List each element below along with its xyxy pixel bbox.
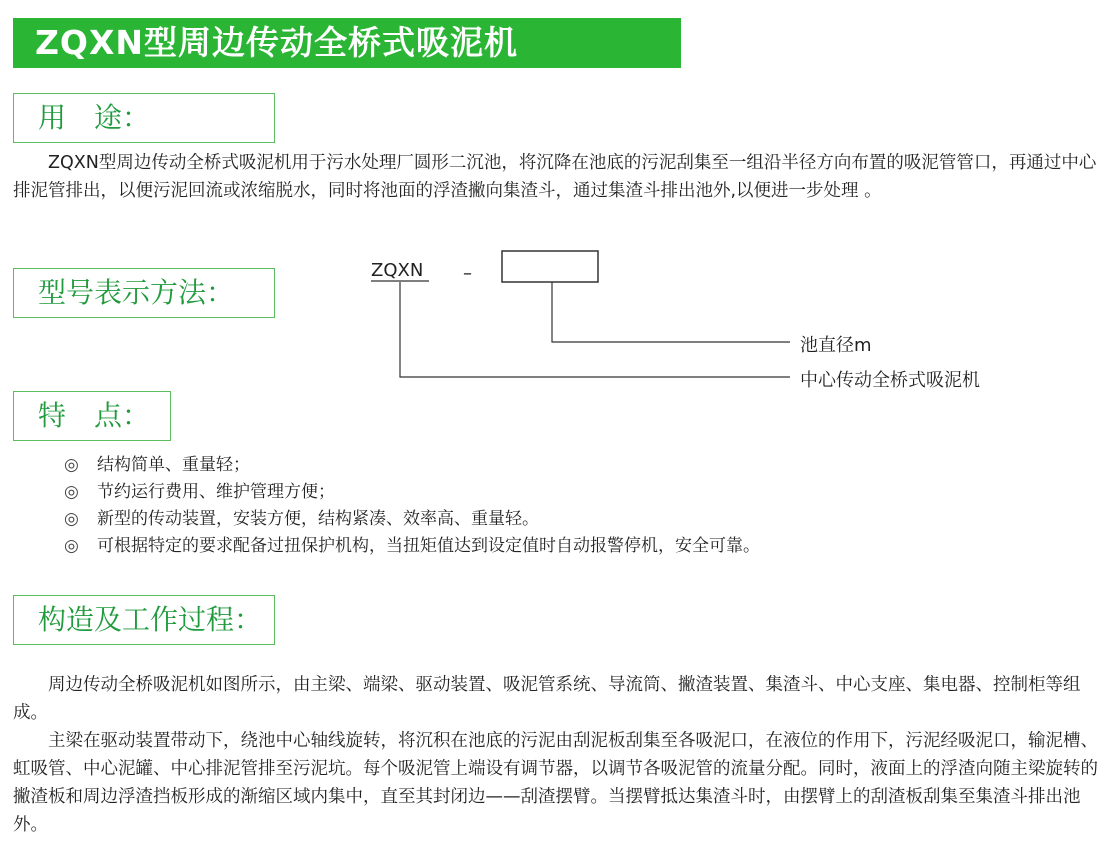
structure-text-1: 周边传动全桥吸泥机如图所示，由主梁、端梁、驱动装置、吸泥管系统、导流筒、撇渣装置、集渣斗、中心支座、集电器、控制柜等组成。: [13, 675, 1081, 723]
bullet-icon: ◎: [64, 455, 79, 475]
list-item: [64, 533, 760, 560]
model-dash: –: [463, 263, 472, 284]
list-item: [64, 506, 760, 533]
section-heading-features: 特 点：: [13, 391, 171, 441]
section-heading-model: 型号表示方法：: [13, 268, 275, 318]
list-item: [64, 452, 760, 479]
label-machine-type: 中心传动全桥式吸泥机: [800, 370, 980, 391]
bullet-icon: ◎: [64, 509, 79, 529]
model-prefix: ZQXN: [371, 260, 424, 281]
label-pool-diameter: 池直径m: [800, 335, 872, 356]
list-item: [64, 479, 760, 506]
diameter-box: [502, 251, 598, 282]
feature-text: 可根据特定的要求配备过扭保护机构，当扭矩值达到设定值时自动报警停机，安全可靠。: [97, 536, 760, 556]
structure-text-2: 主梁在驱动装置带动下，绕池中心轴线旋转，将沉积在池底的污泥由刮泥板刮集至各吸泥口，在液位的作用下，污泥经吸泥口，输泥槽、虹吸管、中心泥罐、中心排泥管排至污泥坑。每个吸泥管上端设有调节器，以调节各吸泥管的流量分配。同时，液面上的浮渣向随主梁旋转的撇渣板和周边浮渣挡板形成的渐缩区域内集中，直至其封闭边——刮渣摆臂。当摆臂抵达集渣斗时，由摆臂上的刮渣板刮集至集渣斗排出池外。: [13, 731, 1098, 835]
bullet-icon: ◎: [64, 482, 79, 502]
page-title: ZQXN型周边传动全桥式吸泥机: [13, 18, 681, 68]
usage-text: ZQXN型周边传动全桥式吸泥机用于污水处理厂圆形二沉池，将沉降在池底的污泥刮集至一组沿半径方向布置的吸泥管管口，再通过中心排泥管排出，以便污泥回流或浓缩脱水，同时将池面的浮渣撇向集渣斗，通过集渣斗排出池外,以便进一步处理 。: [13, 153, 1097, 201]
section-heading-structure: 构造及工作过程：: [13, 595, 275, 645]
feature-text: 结构简单、重量轻；: [97, 455, 250, 475]
feature-text: 新型的传动装置，安装方便，结构紧凑、效率高、重量轻。: [97, 509, 539, 529]
bullet-icon: ◎: [64, 536, 79, 556]
section-heading-usage: 用 途：: [13, 93, 275, 143]
structure-paragraphs: [13, 671, 1103, 839]
diameter-leader-line: [552, 282, 790, 342]
features-list: [64, 452, 760, 560]
type-leader-line: [400, 282, 790, 377]
feature-text: 节约运行费用、维护管理方便；: [97, 482, 335, 502]
